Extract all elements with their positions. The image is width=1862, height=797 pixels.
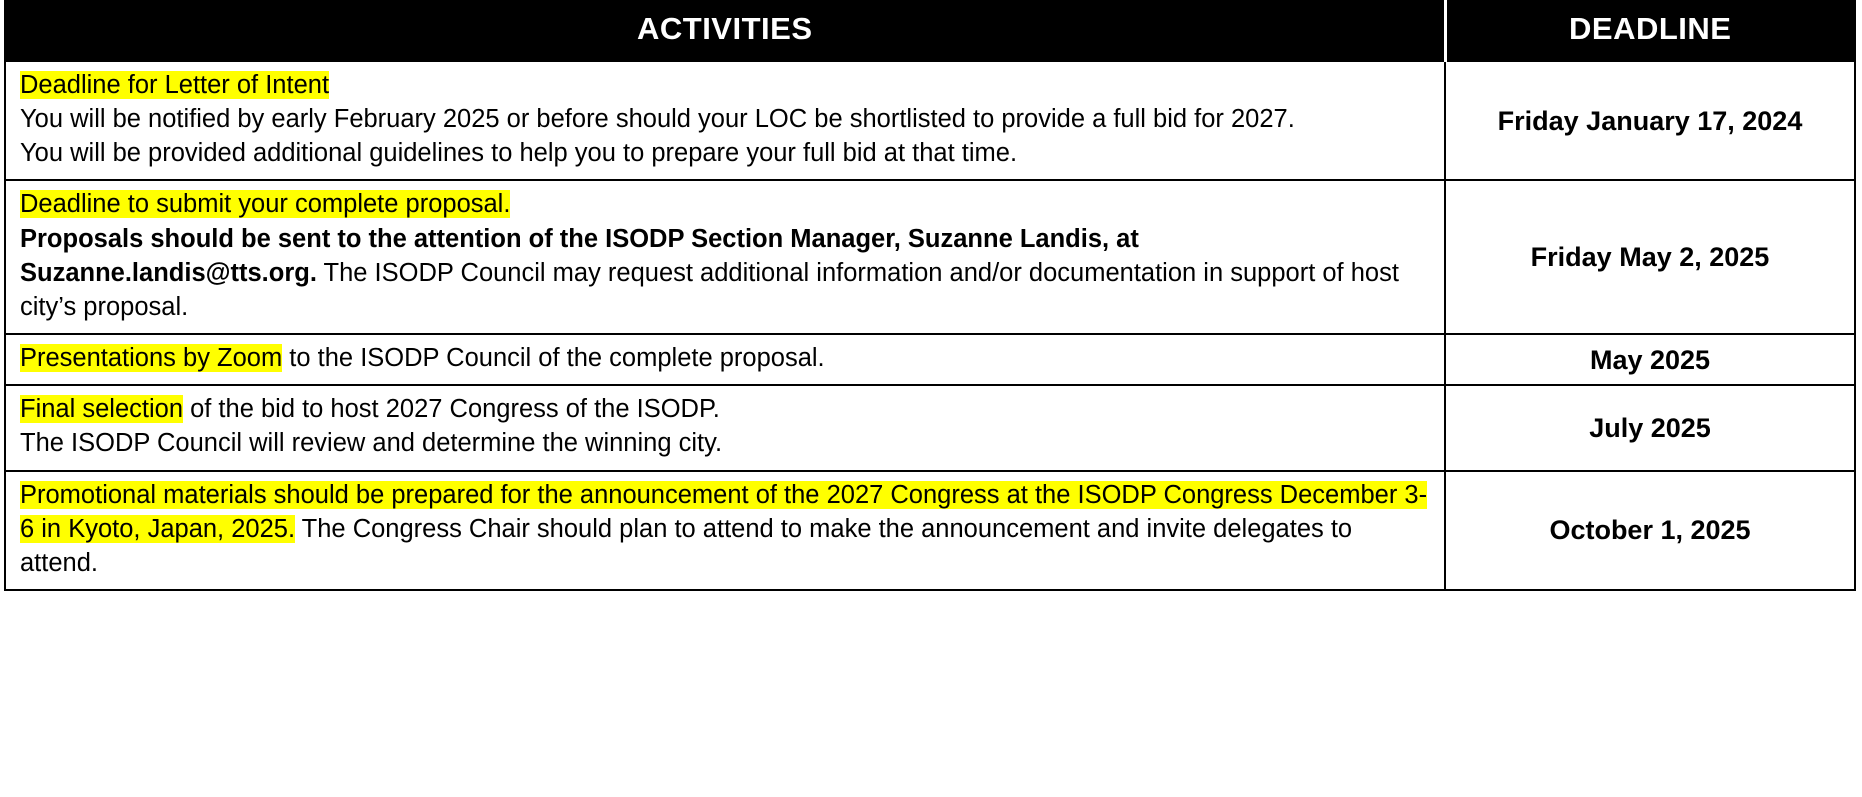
column-header-deadline: DEADLINE xyxy=(1445,1,1855,61)
table-body xyxy=(5,61,1855,590)
activity-line xyxy=(20,68,1434,102)
activity-line xyxy=(20,478,1434,580)
table-row xyxy=(5,385,1855,470)
table-header-row xyxy=(5,1,1855,61)
highlighted-text: Deadline for Letter of Intent xyxy=(20,71,330,99)
body-text: You will be notified by early February 2025 or before should your LOC be shortlisted to provide a full bid for 2027. xyxy=(20,105,1295,134)
highlighted-text: Promotional materials should be prepared for the announcement of the 2027 Congress at the ISODP Congress December 3-6 in Kyoto, Japan, 2025. xyxy=(20,480,1428,543)
body-text: You will be provided additional guidelines to help you to prepare your full bid at that time. xyxy=(20,139,1018,168)
cell-activities-final-selection xyxy=(5,385,1445,470)
highlighted-text: Final selection xyxy=(20,395,183,424)
cell-deadline-complete-proposal: Friday May 2, 2025 xyxy=(1445,180,1855,334)
activity-line xyxy=(20,392,1434,426)
activity-line xyxy=(20,222,1434,324)
body-text: to the ISODP Council of the complete proposal. xyxy=(282,344,825,373)
activity-line xyxy=(20,102,1434,136)
activity-line xyxy=(20,187,1434,221)
bold-text: Proposals should be sent to the attention of the ISODP Section Manager, Suzanne Landis, at Suzanne.landis@tts.org. xyxy=(20,224,1139,287)
cell-activities-letter-of-intent xyxy=(5,61,1445,180)
table-row xyxy=(5,180,1855,334)
schedule-table xyxy=(4,0,1856,591)
activity-line xyxy=(20,136,1434,170)
column-header-activities: ACTIVITIES xyxy=(5,1,1445,61)
highlighted-text: Presentations by Zoom xyxy=(20,344,283,373)
cell-deadline-zoom-presentations: May 2025 xyxy=(1445,334,1855,385)
body-text: The ISODP Council may request additional information and/or documentation in support of host city’s proposal. xyxy=(20,258,1399,321)
activity-line xyxy=(20,426,1434,460)
table-row xyxy=(5,334,1855,385)
activity-line xyxy=(20,341,1434,375)
highlighted-text: Deadline to submit your complete proposal. xyxy=(20,190,511,219)
table-row xyxy=(5,471,1855,590)
body-text: of the bid to host 2027 Congress of the ISODP. xyxy=(183,395,720,424)
cell-deadline-final-selection: July 2025 xyxy=(1445,385,1855,470)
cell-deadline-letter-of-intent: Friday January 17, 2024 xyxy=(1445,61,1855,180)
cell-activities-promotional-materials xyxy=(5,471,1445,590)
cell-deadline-promotional-materials: October 1, 2025 xyxy=(1445,471,1855,590)
cell-activities-complete-proposal xyxy=(5,180,1445,334)
body-text: The Congress Chair should plan to attend to make the announcement and invite delegates to attend. xyxy=(20,514,1353,577)
cell-activities-zoom-presentations xyxy=(5,334,1445,385)
table-row xyxy=(5,61,1855,180)
table-header xyxy=(5,1,1855,61)
body-text: The ISODP Council will review and determine the winning city. xyxy=(20,429,723,458)
